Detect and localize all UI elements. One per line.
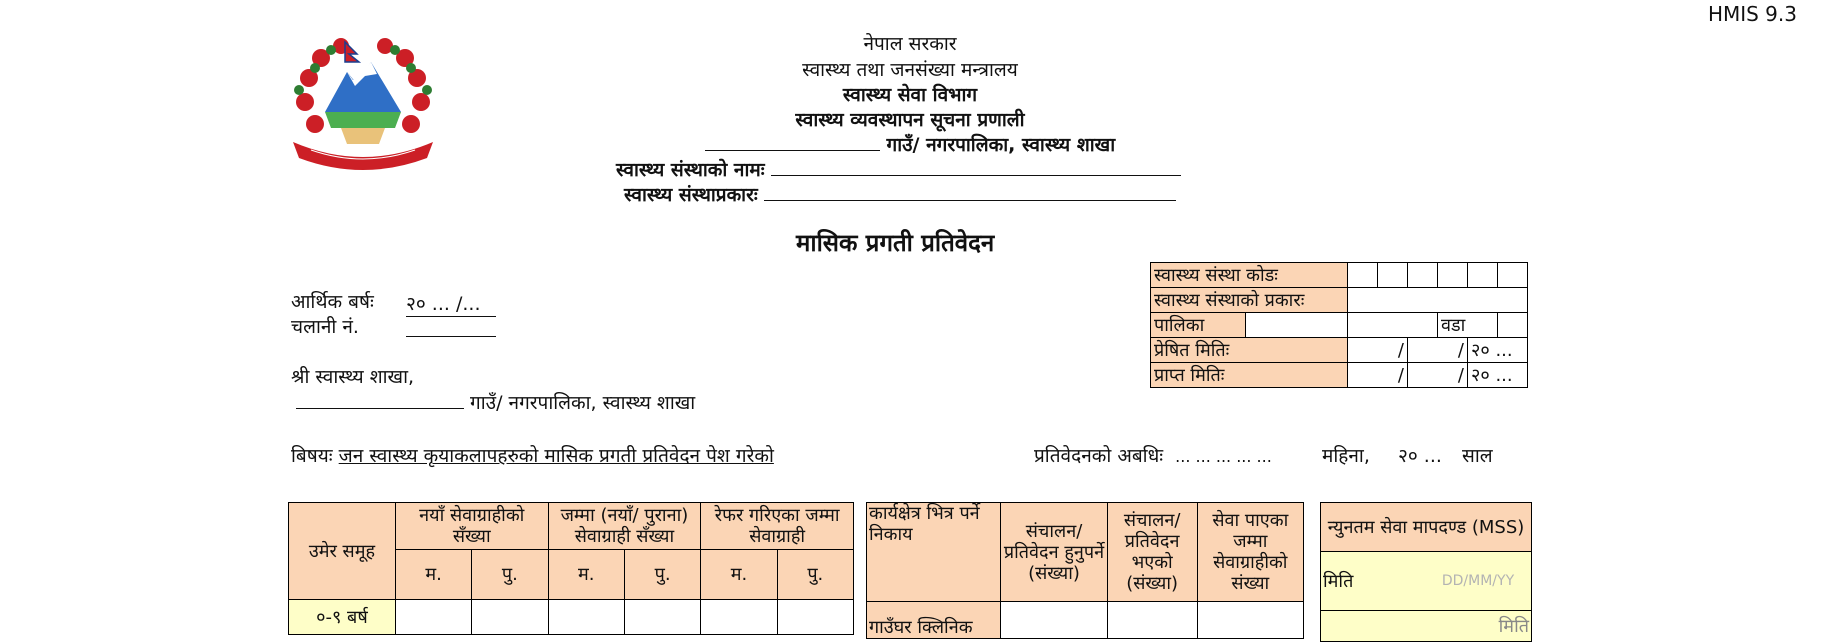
age-group-header: उमेर समूह [289, 503, 396, 600]
female-header: म. [395, 550, 471, 600]
facility-name-row [616, 156, 1181, 182]
facility-type-row [624, 181, 1176, 207]
facility-name-label: स्वास्थ्य संस्थाको नामः [616, 159, 765, 181]
ward-label: वडा [1438, 313, 1498, 338]
header-line2: स्वास्थ्य तथा जनसंख्या मन्त्रालय [802, 59, 1018, 81]
facility-type-field[interactable] [764, 182, 1176, 201]
total-clients-header: जम्मा (नयाँ/ पुराना) सेवाग्राही सँख्या [548, 503, 701, 550]
table-cell[interactable] [1001, 602, 1107, 639]
recipient-line2-label: गाउँ/ नगरपालिका, स्वास्थ्य शाखा [470, 392, 696, 414]
recipient-municipality-blank[interactable] [296, 390, 464, 409]
sent-date-year[interactable]: २० ... [1468, 338, 1528, 363]
municipality-line [560, 131, 1260, 157]
units-row-label: गाउँघर क्लिनिक [867, 602, 1001, 639]
header-line1: नेपाल सरकार [863, 33, 957, 55]
mss-date-label: मिति [1321, 552, 1426, 611]
sent-date-month[interactable] [1408, 338, 1468, 363]
new-clients-header: नयाँ सेवाग्राहीको सँख्या [395, 503, 548, 550]
ward-field[interactable] [1498, 313, 1528, 338]
recipient-line2 [296, 389, 695, 415]
subject-row [291, 442, 774, 468]
facility-name-field[interactable] [771, 157, 1181, 176]
table-cell[interactable] [1107, 602, 1197, 639]
recipient-line1: श्री स्वास्थ्य शाखा, [291, 366, 415, 388]
sent-date-day[interactable] [1348, 338, 1408, 363]
code-cell[interactable] [1468, 263, 1498, 288]
date-slash: / [1397, 364, 1404, 386]
info-box [1150, 262, 1528, 388]
female-header: म. [701, 550, 777, 600]
mss-row-date[interactable]: मिति [1425, 611, 1532, 642]
sent-date-label: प्रेषित मितिः [1151, 338, 1348, 363]
table-cell[interactable] [472, 600, 548, 635]
code-cell[interactable] [1378, 263, 1408, 288]
code-cell[interactable] [1498, 263, 1528, 288]
date-slash: / [1457, 364, 1464, 386]
code-cell[interactable] [1408, 263, 1438, 288]
fiscal-year-field[interactable]: २० ... /... [406, 290, 496, 317]
received-date-year[interactable]: २० ... [1468, 363, 1528, 388]
table-cell[interactable] [1197, 602, 1303, 639]
report-title: मासिक प्रगती प्रतिवेदन [796, 229, 995, 257]
date-slash: / [1457, 339, 1464, 361]
female-header: म. [548, 550, 624, 600]
period-month: महिना, [1322, 445, 1370, 467]
table-cell[interactable] [701, 600, 777, 635]
received-date-label: प्राप्त मितिः [1151, 363, 1348, 388]
municipality-branch-label: गाउँ/ नगरपालिका, स्वास्थ्य शाखा [886, 134, 1116, 156]
type-field[interactable] [1348, 288, 1528, 313]
mss-header: न्युनतम सेवा मापदण्ड (MSS) [1321, 503, 1532, 552]
code-cell[interactable] [1438, 263, 1468, 288]
period-year-label: साल [1462, 445, 1493, 467]
table-cell[interactable] [548, 600, 624, 635]
mss-date-field[interactable]: DD/MM/YY [1425, 552, 1532, 611]
facility-type-label: स्वास्थ्य संस्थाप्रकारः [624, 184, 758, 206]
fiscal-year-label: आर्थिक बर्षः [291, 291, 374, 313]
mss-table [1320, 502, 1532, 642]
dispatch-no-label: चलानी नं. [291, 316, 359, 338]
nepal-emblem-icon [285, 32, 440, 172]
served-total-header: सेवा पाएका जम्मा सेवाग्राहीको संख्या [1197, 503, 1303, 602]
referred-header: रेफर गरिएका जम्मा सेवाग्राही [701, 503, 854, 550]
subject-text: जन स्वास्थ्य कृयाकलापहरुको मासिक प्रगती प्रतिवेदन पेश गरेको [338, 445, 774, 467]
header-line3: स्वास्थ्य सेवा विभाग [842, 84, 978, 106]
period-year[interactable]: २० ... [1398, 445, 1442, 467]
period-label: प्रतिवेदनको अबधिः [1034, 445, 1164, 467]
period-row [1034, 442, 1272, 468]
code-label: स्वास्थ्य संस्था कोडः [1151, 263, 1348, 288]
dispatch-no-field[interactable] [406, 318, 496, 337]
palika-row [1151, 313, 1348, 338]
form-code: HMIS 9.3 [1707, 2, 1797, 26]
type-label: स्वास्थ्य संस्थाको प्रकारः [1151, 288, 1348, 313]
table-cell[interactable] [624, 600, 700, 635]
municipality-blank[interactable] [705, 132, 880, 151]
palika-field[interactable] [1246, 313, 1348, 337]
date-slash: / [1397, 339, 1404, 361]
period-dots[interactable]: ... ... ... ... ... [1175, 447, 1272, 466]
male-header: पु. [624, 550, 700, 600]
received-date-day[interactable] [1348, 363, 1408, 388]
received-date-month[interactable] [1408, 363, 1468, 388]
code-cell[interactable] [1348, 263, 1378, 288]
header-line4: स्वास्थ्य व्यवस्थापन सूचना प्रणाली [795, 109, 1025, 131]
table-cell[interactable] [395, 600, 471, 635]
client-table [288, 502, 854, 635]
subject-label: बिषयः [291, 445, 333, 467]
palika-field-ext[interactable] [1348, 313, 1438, 338]
age-row-label: ०-९ बर्ष [289, 600, 396, 635]
male-header: पु. [777, 550, 853, 600]
operated-header: संचालन/ प्रतिवेदन भएको (संख्या) [1107, 503, 1197, 602]
male-header: पु. [472, 550, 548, 600]
table-cell[interactable] [777, 600, 853, 635]
units-table [866, 502, 1304, 639]
palika-label: पालिका [1151, 313, 1246, 337]
should-operate-header: संचालन/ प्रतिवेदन हुनुपर्ने (संख्या) [1001, 503, 1107, 602]
units-header: कार्यक्षेत्र भित्र पर्ने निकाय [867, 503, 1001, 602]
